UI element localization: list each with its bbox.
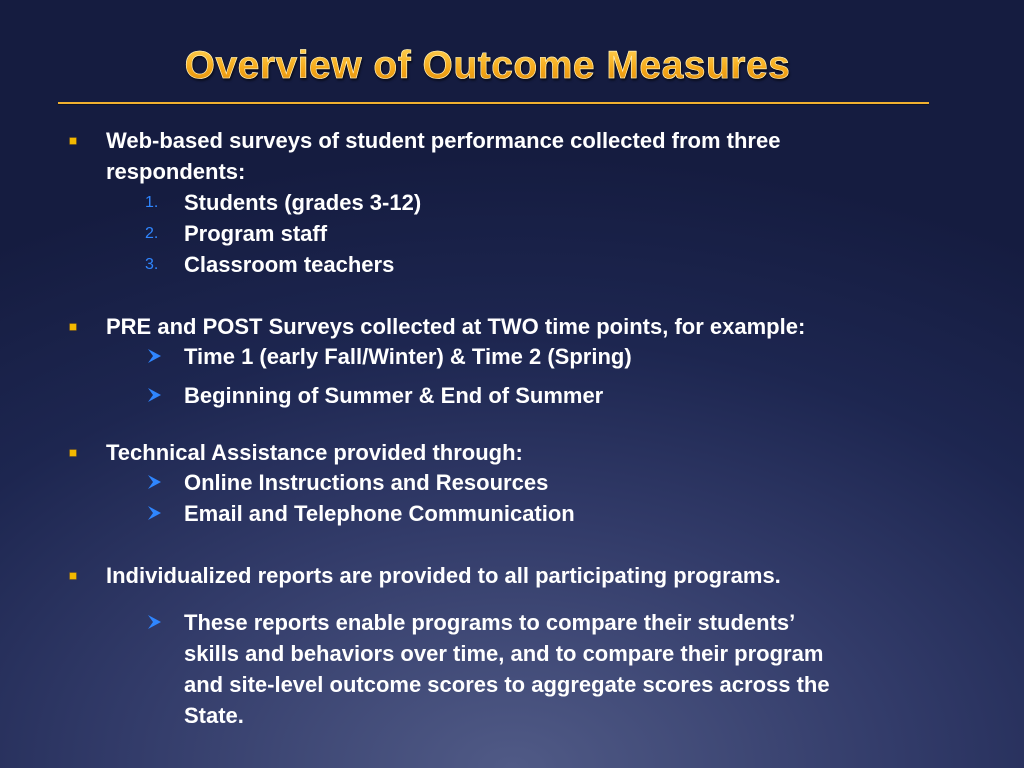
arrow-item: Online Instructions and Resources	[184, 470, 549, 495]
bullet-text: Individualized reports are provided to all participating programs.	[106, 563, 781, 588]
arrow-item: Time 1 (early Fall/Winter) & Time 2 (Spring)	[184, 344, 632, 369]
arrow-bullet-icon	[146, 387, 162, 403]
slide-title: Overview of Outcome Measures	[0, 44, 975, 88]
arrow-item-line: State.	[184, 703, 244, 728]
arrow-item: Email and Telephone Communication	[184, 501, 575, 526]
bullet-text	[106, 125, 926, 187]
list-number: 1.	[145, 194, 159, 211]
arrow-item	[184, 607, 954, 731]
arrow-bullet-icon	[146, 474, 162, 490]
arrow-bullet-icon	[146, 505, 162, 521]
numbered-item: Program staff	[184, 221, 328, 246]
arrow-item-line: These reports enable programs to compare their students’	[184, 610, 796, 635]
square-bullet-icon	[70, 138, 76, 144]
square-bullet-icon	[70, 324, 76, 330]
square-bullet-icon	[70, 573, 76, 579]
numbered-item: Classroom teachers	[184, 252, 395, 277]
bullet-text-line: Web-based surveys of student performance collected from three	[106, 128, 781, 153]
arrow-item-line: and site-level outcome scores to aggregate scores across the	[184, 672, 830, 697]
numbered-item: Students (grades 3-12)	[184, 190, 422, 215]
arrow-bullet-icon	[146, 348, 162, 364]
square-bullet-icon	[70, 450, 76, 456]
list-number: 3.	[145, 256, 159, 273]
bullet-text-line: respondents:	[106, 159, 246, 184]
bullet-text: Technical Assistance provided through:	[106, 440, 523, 465]
arrow-bullet-icon	[146, 614, 162, 630]
title-divider	[58, 102, 929, 104]
bullet-text: PRE and POST Surveys collected at TWO time points, for example:	[106, 314, 806, 339]
list-number: 2.	[145, 225, 159, 242]
arrow-item-line: skills and behaviors over time, and to compare their program	[184, 641, 824, 666]
arrow-item: Beginning of Summer & End of Summer	[184, 383, 604, 408]
